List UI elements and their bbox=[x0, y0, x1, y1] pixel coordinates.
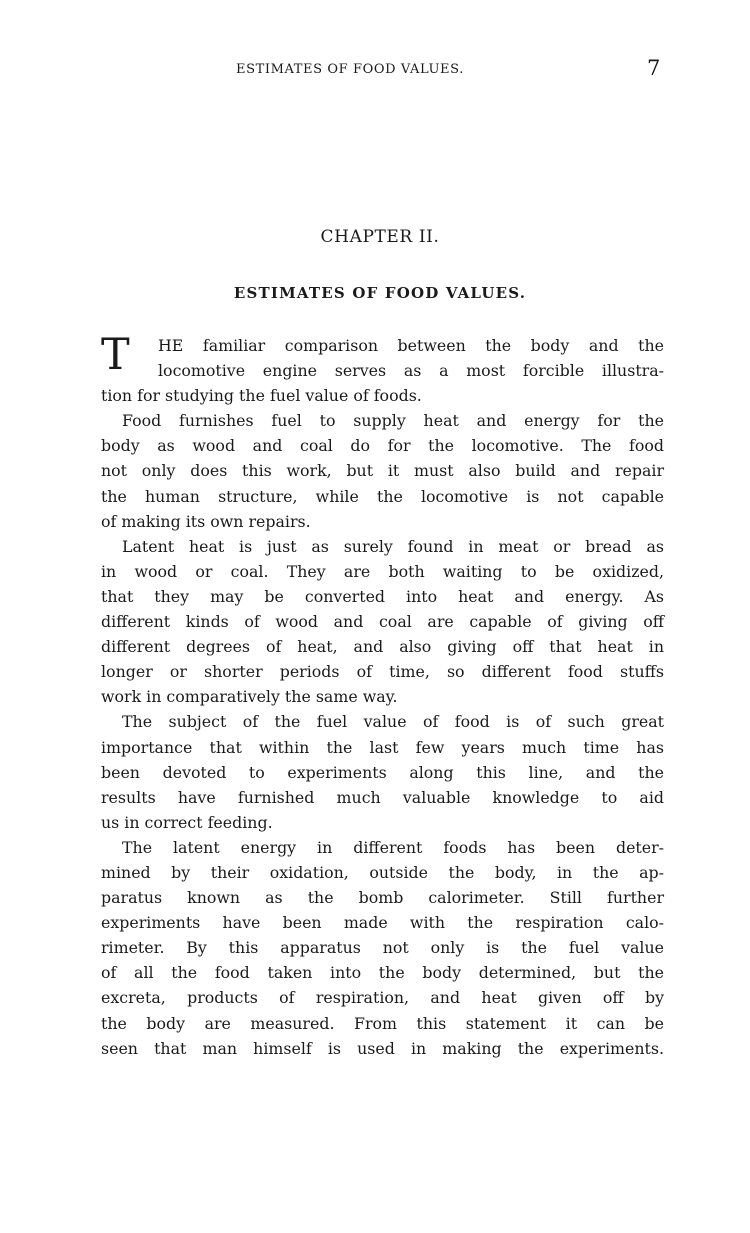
text-line: locomotive engine serves as a most forcible illustra- bbox=[158, 361, 664, 381]
text-line: been devoted to experiments along this line, and the bbox=[101, 762, 664, 782]
body-text bbox=[101, 330, 664, 1061]
text-line: longer or shorter periods of time, so different food stuffs bbox=[101, 662, 664, 682]
text-line: tion for studying the fuel value of foods. bbox=[101, 386, 422, 406]
text-line: The subject of the fuel value of food is of such great bbox=[122, 712, 664, 732]
running-head: ESTIMATES OF FOOD VALUES. bbox=[236, 62, 464, 77]
text-line: Food furnishes fuel to supply heat and energy for the bbox=[122, 411, 664, 431]
text-line: body as wood and coal do for the locomotive. The food bbox=[101, 436, 664, 456]
text-line: the body are measured. From this statement it can be bbox=[101, 1013, 664, 1033]
text-line: results have furnished much valuable knowledge to aid bbox=[101, 787, 664, 807]
text-line: mined by their oxidation, outside the body, in the ap- bbox=[101, 862, 664, 882]
text-line: the human structure, while the locomotive is not capable bbox=[101, 486, 664, 506]
chapter-number: CHAPTER II. bbox=[320, 227, 440, 247]
text-line: in wood or coal. They are both waiting to be oxidized, bbox=[101, 561, 664, 581]
text-line: work in comparatively the same way. bbox=[101, 687, 398, 707]
text-line: us in correct feeding. bbox=[101, 812, 273, 832]
text-line: importance that within the last few years much time has bbox=[101, 737, 664, 757]
text-line: of all the food taken into the body determined, but the bbox=[101, 963, 664, 983]
text-line: HE familiar comparison between the body and the bbox=[158, 336, 664, 355]
text-line: seen that man himself is used in making the experiments. bbox=[101, 1038, 664, 1058]
text-line: different kinds of wood and coal are capable of giving off bbox=[101, 612, 664, 632]
text-line: rimeter. By this apparatus not only is the fuel value bbox=[101, 938, 664, 958]
text-line: Latent heat is just as surely found in meat or bread as bbox=[122, 536, 664, 556]
drop-cap: T bbox=[101, 330, 130, 380]
text-line: experiments have been made with the respiration calo- bbox=[101, 913, 664, 933]
text-line: not only does this work, but it must also build and repair bbox=[101, 461, 664, 481]
page-number: 7 bbox=[647, 56, 661, 80]
text-line: excreta, products of respiration, and heat given off by bbox=[101, 988, 664, 1008]
chapter-title: ESTIMATES OF FOOD VALUES. bbox=[233, 284, 527, 302]
text-line: The latent energy in different foods has been deter- bbox=[122, 837, 664, 857]
text-line: different degrees of heat, and also giving off that heat in bbox=[101, 637, 664, 657]
text-line: paratus known as the bomb calorimeter. Still further bbox=[101, 888, 664, 908]
text-line: of making its own repairs. bbox=[101, 511, 311, 531]
text-line: that they may be converted into heat and energy. As bbox=[101, 586, 664, 606]
